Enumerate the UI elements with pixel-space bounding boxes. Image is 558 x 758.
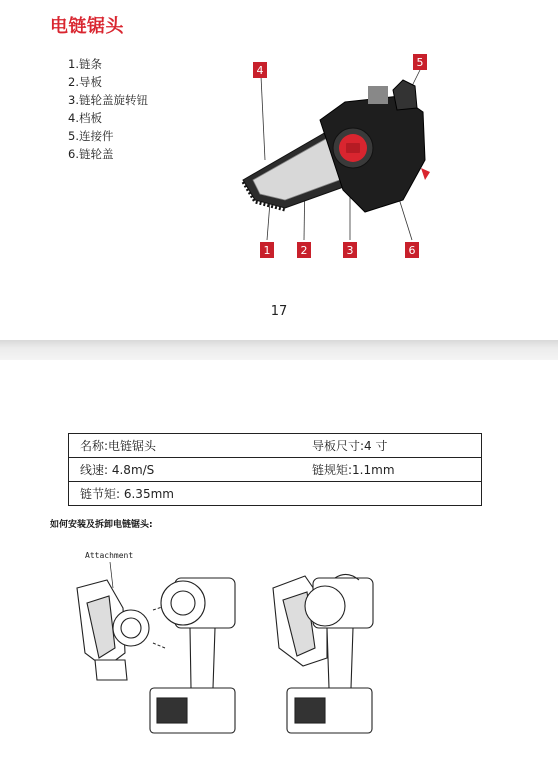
svg-text:6: 6 (408, 244, 416, 257)
parts-list-item: 4.档板 (68, 111, 102, 125)
parts-list (68, 55, 148, 163)
callout-badge-3 (343, 242, 357, 258)
drill-drawing (150, 578, 235, 733)
svg-text:5: 5 (416, 56, 424, 69)
callout-badge-2 (297, 242, 311, 258)
install-heading: 如何安装及拆卸电链锯头: (50, 520, 153, 530)
chainsaw-head-diagram (225, 50, 450, 265)
table-cell: 链规矩:1.1mm (301, 458, 482, 482)
assembled-tool-drawing (273, 574, 373, 733)
page-title: 电链锯头 (50, 16, 124, 37)
page-gap (0, 340, 558, 360)
parts-list-item: 6.链轮盖 (68, 147, 114, 161)
svg-text:1: 1 (263, 244, 271, 257)
table-cell: 导板尺寸:4 寸 (301, 434, 482, 458)
callout-badge-5 (413, 54, 427, 70)
table-cell: 链节矩: 6.35mm (69, 482, 302, 506)
table-cell: 线速: 4.8m/S (69, 458, 302, 482)
svg-text:2: 2 (300, 244, 308, 257)
svg-text:4: 4 (256, 64, 264, 77)
callout-badge-6 (405, 242, 419, 258)
parts-list-item: 5.连接件 (68, 129, 114, 143)
callout-badge-4 (253, 62, 267, 78)
table-row (69, 482, 482, 506)
parts-list-item: 2.导板 (68, 75, 102, 89)
table-cell (301, 482, 482, 506)
svg-text:3: 3 (346, 244, 354, 257)
attachment-label: Attachment (85, 551, 134, 560)
parts-list-item: 1.链条 (68, 57, 102, 71)
table-row (69, 458, 482, 482)
page-number: 17 (270, 304, 288, 319)
install-diagram (65, 548, 395, 753)
chainsaw-head-drawing (77, 580, 149, 680)
manual-page-17 (0, 0, 558, 340)
table-cell: 名称:电链锯头 (69, 434, 302, 458)
spec-table (68, 433, 482, 506)
table-row (69, 434, 482, 458)
callout-badge-1 (260, 242, 274, 258)
parts-list-item: 3.链轮盖旋转钮 (68, 93, 148, 107)
